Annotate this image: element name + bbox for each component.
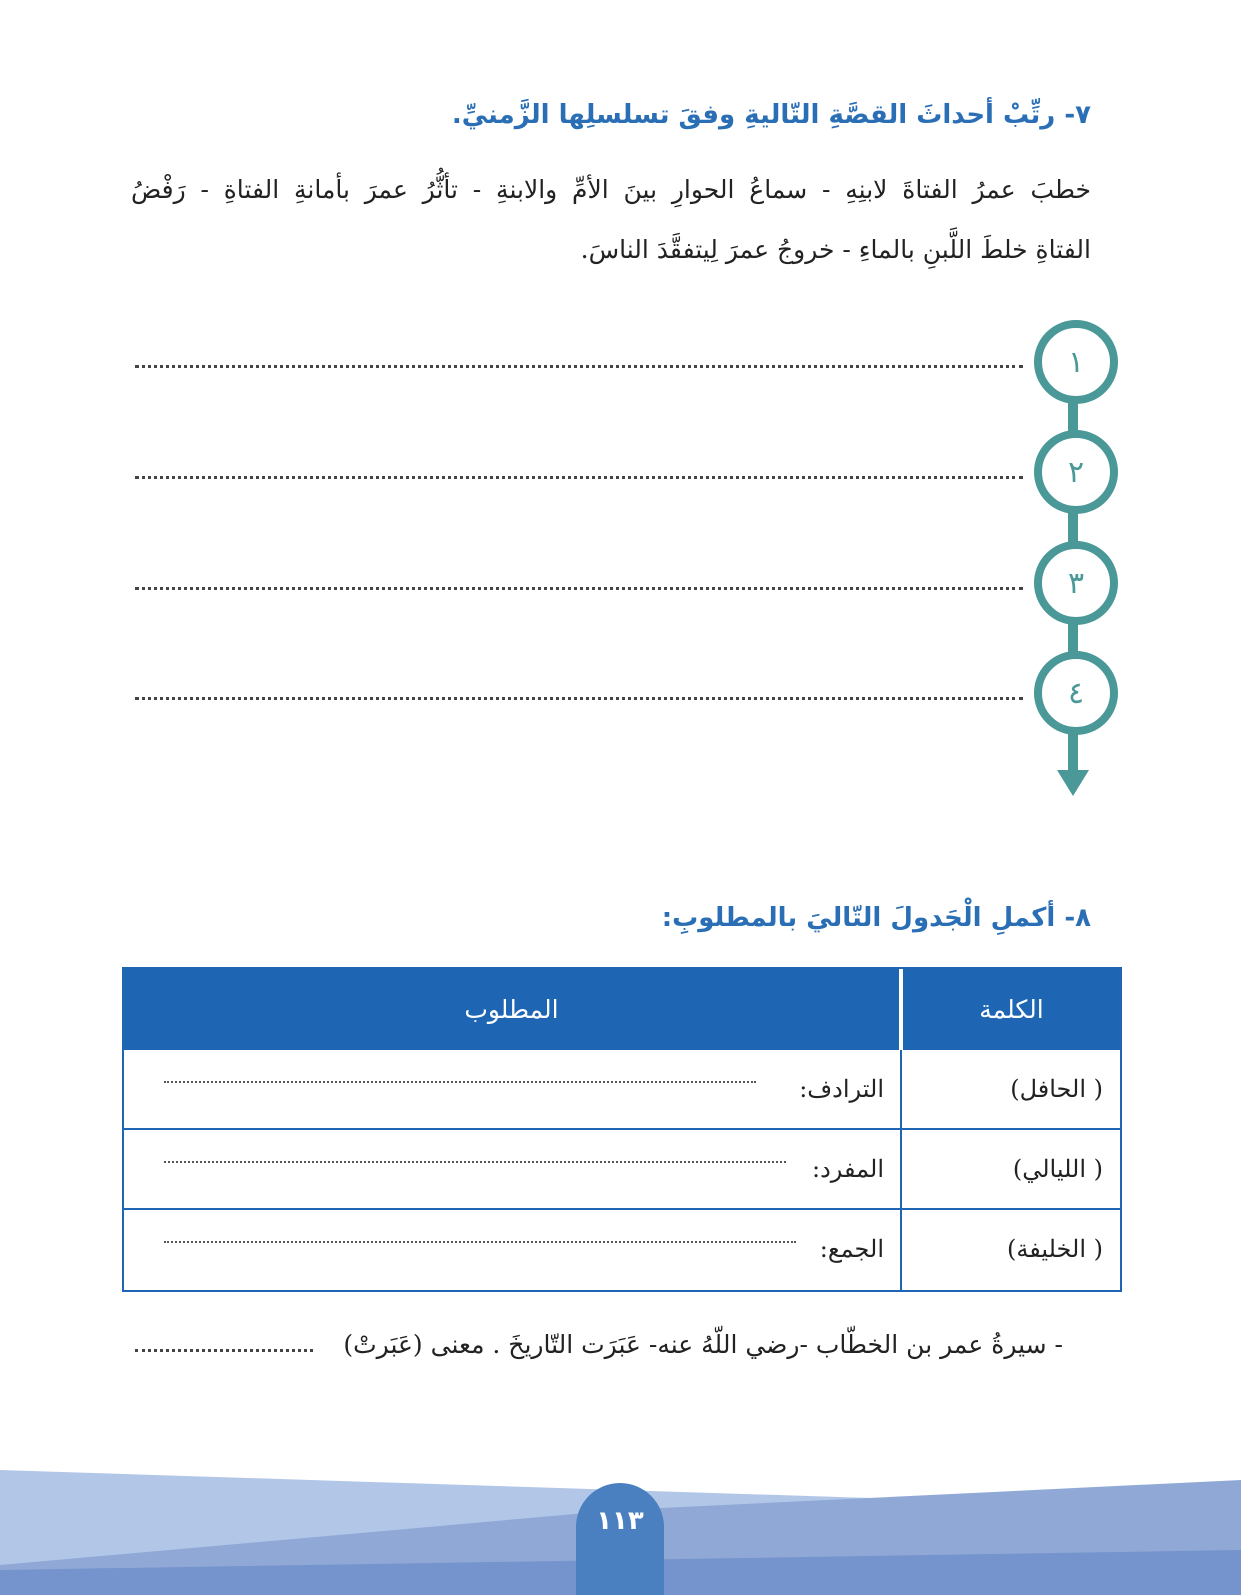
header-required: المطلوب xyxy=(464,995,559,1024)
step-circle-2: ٢ xyxy=(1034,430,1118,514)
extra-answer-line[interactable] xyxy=(135,1349,313,1352)
table-header xyxy=(124,969,1120,1050)
answer-line-3[interactable] xyxy=(135,587,1023,590)
table-row-label: الجمع: xyxy=(819,1235,884,1263)
table-row-word: ( الحافل) xyxy=(1010,1075,1103,1103)
question-7-title: ٧- رتِّبْ أحداثَ القصَّةِ التّاليةِ وفقَ تسلسلِها الزَّمنيِّ. xyxy=(451,100,1091,130)
arrow-down-icon xyxy=(1057,770,1089,796)
table-row-answer[interactable] xyxy=(164,1161,786,1163)
events-line-2: الفتاةِ خلطَ اللَّبنِ بالماءِ - خروجُ عمرَ لِيتفقَّدَ الناسَ. xyxy=(580,235,1091,264)
answer-line-4[interactable] xyxy=(135,697,1023,700)
vocabulary-table xyxy=(122,967,1122,1292)
header-divider xyxy=(899,969,903,1050)
question-8-title: ٨- أكملِ الْجَدولَ التّاليَ بالمطلوبِ: xyxy=(661,903,1091,933)
events-line-1: خطبَ عمرُ الفتاةَ لابنِهِ - سماعُ الحوارِ بينَ الأمِّ والابنةِ - تأثُّرُ عمرَ بأمانةِ الفتاةِ - رَفْضُ xyxy=(131,175,1091,204)
answer-line-1[interactable] xyxy=(135,365,1023,368)
step-circle-4: ٤ xyxy=(1034,651,1118,735)
answer-line-2[interactable] xyxy=(135,476,1023,479)
table-row-label: المفرد: xyxy=(811,1155,884,1183)
step-circle-1: ١ xyxy=(1034,320,1118,404)
table-row-label: الترادف: xyxy=(799,1075,884,1103)
table-row-answer[interactable] xyxy=(164,1241,796,1243)
table-row-answer[interactable] xyxy=(164,1081,756,1083)
events-paragraph xyxy=(131,160,1091,280)
page-number: ١١٣ xyxy=(576,1483,664,1595)
table-row-word: ( الليالي) xyxy=(1012,1155,1103,1183)
step-circle-3: ٣ xyxy=(1034,541,1118,625)
header-word: الكلمة xyxy=(979,995,1044,1024)
table-row-word: ( الخليفة) xyxy=(1006,1235,1103,1263)
column-divider xyxy=(900,1050,902,1290)
extra-question: - سيرةُ عمر بن الخطّاب -رضي اللّهُ عنه- عَبَرَت التّاريخَ . معنى (عَبَرتْ) xyxy=(343,1330,1063,1359)
